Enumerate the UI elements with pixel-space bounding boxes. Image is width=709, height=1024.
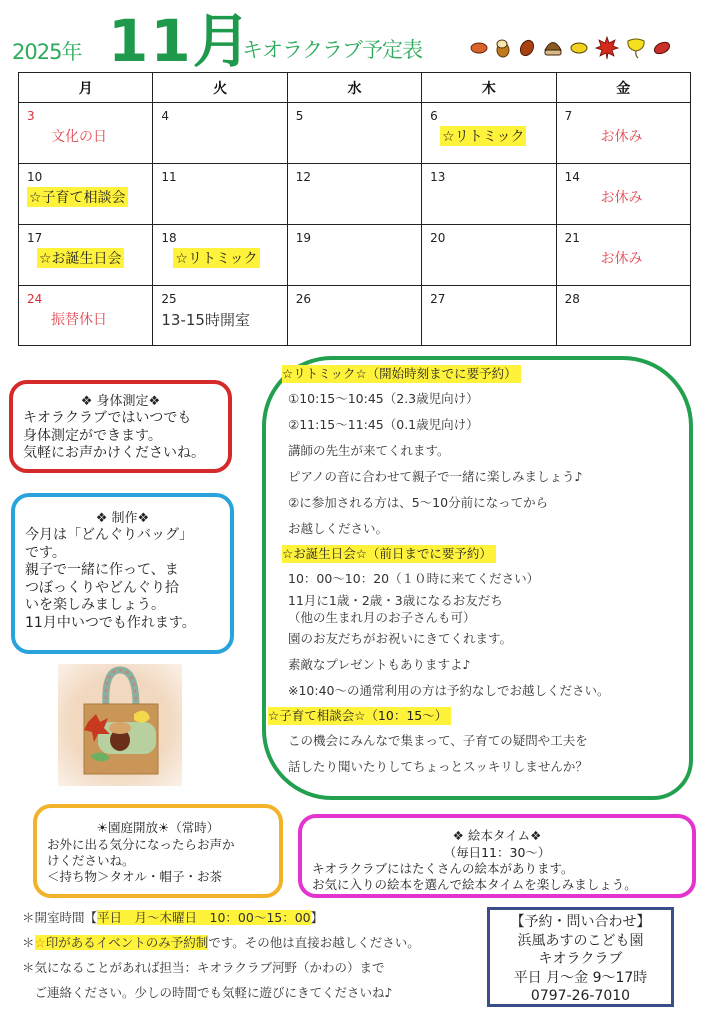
day-number: 21 <box>564 231 580 245</box>
day-cell <box>287 103 421 164</box>
note-contact-2: ご連絡ください。少しの時間でも気軽に遊びにきてくださいね♪ <box>22 985 393 1000</box>
craft-line: 今月は「どんぐりバッグ」 <box>25 527 193 543</box>
note-reserve-highlight: 印があるイベントのみ予約制 <box>45 935 209 950</box>
contact-box <box>487 907 674 1007</box>
note-hours-value: 平日 月～木曜日 10：00～15：00 <box>97 910 311 925</box>
consult-line: この機会にみんなで集まって、子育ての疑問や工夫を <box>288 733 588 748</box>
note-hours-suffix: 】 <box>310 910 324 925</box>
day-cell <box>153 225 287 286</box>
day-number: 3 <box>27 109 35 123</box>
ginkgo-leaf-icon <box>626 37 646 59</box>
weekday-header-row <box>19 73 691 103</box>
garden-line: ＜持ち物＞タオル・帽子・お茶 <box>47 869 223 884</box>
craft-line: いを楽しみましょう。 <box>25 597 165 613</box>
note-hours <box>22 905 492 930</box>
craft-title: ❖ 制作❖ <box>95 511 150 526</box>
day-cell <box>422 286 556 346</box>
weekday-fri: 金 <box>556 73 690 103</box>
note-contact-1: ＊気になることがあれば担当：キオラクラブ河野（かわの）まで <box>22 960 385 975</box>
leaf-icon <box>653 41 671 55</box>
craft-line: 親子で一緒に作って、ま <box>25 562 179 578</box>
acorn-bag-illustration <box>58 664 182 786</box>
event-label: 13-15時開室 <box>161 311 250 329</box>
measure-line: 身体測定ができます。 <box>23 427 162 444</box>
garden-box <box>33 804 283 898</box>
events-box <box>262 356 693 800</box>
note-reserve-prefix: ＊ <box>22 935 35 950</box>
garden-title: ☀園庭開放☀（常時） <box>96 820 220 835</box>
measure-line: キオラクラブではいつでも <box>23 410 192 426</box>
picture-book-box <box>298 814 696 898</box>
day-cell <box>19 103 153 164</box>
event-label: ☆リトミック <box>440 126 526 146</box>
craft-box <box>11 493 234 654</box>
birthday-line: （他の生まれ月のお子さんも可） <box>288 610 476 625</box>
leaf-icon <box>470 42 488 54</box>
birthday-line: 素敵なプレゼントもありますよ♪ <box>288 657 471 672</box>
day-number: 12 <box>295 170 312 184</box>
day-number: 14 <box>564 170 580 184</box>
day-number: 19 <box>295 231 312 245</box>
rhythmic-section <box>282 362 689 386</box>
day-number: 24 <box>27 292 43 306</box>
day-number: 20 <box>430 231 446 245</box>
day-number: 27 <box>430 292 446 306</box>
note-hours-prefix: ＊開室時間【 <box>22 910 98 925</box>
craft-line: つぼっくりやどんぐり拾 <box>25 579 179 596</box>
chestnut-icon <box>543 39 563 57</box>
book-line: （毎日11：30～） <box>443 845 551 860</box>
header-subtitle: キオラクラブ予定表 <box>242 38 422 62</box>
day-cell <box>556 225 690 286</box>
contact-hours: 平日 月～金 9～17時 <box>513 969 648 986</box>
calendar-week <box>19 164 691 225</box>
weekday-thu: 木 <box>422 73 556 103</box>
birthday-heading: ☆お誕生日会☆（前日までに要予約） <box>282 545 496 563</box>
contact-title: 【予約・問い合わせ】 <box>510 914 651 930</box>
day-number: 26 <box>295 292 312 306</box>
rhythmic-heading: ☆リトミック☆（開始時刻までに要予約） <box>282 365 521 383</box>
day-cell <box>153 164 287 225</box>
birthday-section <box>282 542 689 566</box>
book-title: ❖ 絵本タイム❖ <box>452 828 542 843</box>
note-reservation <box>22 930 492 955</box>
birthday-line: 園のお友だちがお祝いにきてくれます。 <box>288 631 513 646</box>
consult-heading: ☆子育て相談会☆（10：15～） <box>268 707 451 725</box>
header-month: 11月 <box>108 7 253 75</box>
calendar-week <box>19 103 691 164</box>
weekday-tue: 火 <box>153 73 287 103</box>
consult-line: 話したり聞いたりしてちょっとスッキリしませんか？ <box>288 759 588 774</box>
book-line: キオラクラブにはたくさんの絵本があります。 <box>312 861 574 876</box>
holiday-label: 振替休日 <box>51 312 107 328</box>
day-cell <box>556 164 690 225</box>
maple-leaf-icon <box>595 36 619 60</box>
footer-notes <box>22 905 492 1005</box>
day-number: 10 <box>27 170 43 184</box>
weekday-mon: 月 <box>19 73 153 103</box>
measure-title: ❖ 身体測定❖ <box>80 394 161 409</box>
event-label: ☆子育て相談会 <box>27 187 128 207</box>
day-number: 18 <box>161 231 177 245</box>
day-cell <box>19 286 153 346</box>
measure-box <box>9 380 232 473</box>
day-cell <box>422 164 556 225</box>
autumn-decorations <box>470 36 671 60</box>
event-label: ☆リトミック <box>173 248 259 268</box>
calendar-table <box>18 72 691 346</box>
day-number: 6 <box>430 109 438 123</box>
rhythmic-line: ①10:15～10:45（2.3歳児向け） <box>288 391 479 406</box>
page-header <box>12 7 702 75</box>
day-number: 5 <box>295 109 304 123</box>
header-year: 2025年 <box>12 40 82 64</box>
acorn-icon <box>495 38 511 58</box>
craft-line: 11月中いつでも作れます。 <box>25 614 196 631</box>
day-cell <box>153 103 287 164</box>
weekday-wed: 水 <box>287 73 421 103</box>
day-number: 17 <box>27 231 43 245</box>
calendar-week <box>19 286 691 346</box>
leaf-icon <box>570 42 588 54</box>
rhythmic-line: ピアノの音に合わせて親子で一緒に楽しみましょう♪ <box>288 469 583 484</box>
event-label: ☆お誕生日会 <box>37 248 124 268</box>
day-cell <box>556 286 690 346</box>
closed-label: お休み <box>600 251 643 267</box>
closed-label: お休み <box>600 129 643 145</box>
rhythmic-line: お越しください。 <box>288 521 389 536</box>
day-cell <box>19 164 153 225</box>
day-number: 28 <box>564 292 580 306</box>
acorn-bag-photo <box>58 664 182 786</box>
contact-club: キオラクラブ <box>538 951 623 967</box>
garden-line: お外に出る気分になったらお声か <box>47 837 235 852</box>
contact-phone: 0797-26-7010 <box>530 988 631 1004</box>
book-line: お気に入りの絵本を選んで絵本タイムを楽しみましょう。 <box>312 877 637 892</box>
day-cell <box>19 225 153 286</box>
closed-label: お休み <box>600 190 643 206</box>
day-cell <box>287 164 421 225</box>
leaf-icon <box>518 39 536 57</box>
measure-line: 気軽にお声かけくださいね。 <box>23 445 205 461</box>
birthday-line: 11月に1歳・2歳・3歳になるお友だち <box>288 593 503 608</box>
calendar-week <box>19 225 691 286</box>
day-number: 11 <box>161 170 177 184</box>
holiday-label: 文化の日 <box>51 129 107 145</box>
rhythmic-line: ②に参加される方は、5～10分前になってから <box>288 495 549 510</box>
day-cell <box>556 103 690 164</box>
note-reserve-suffix: です。その他は直接お越しください。 <box>208 935 420 950</box>
day-number: 7 <box>564 109 573 123</box>
craft-line: です。 <box>25 544 66 561</box>
consult-section <box>268 704 689 728</box>
day-cell <box>422 225 556 286</box>
day-cell <box>287 286 421 346</box>
birthday-line: ※10:40～の通常利用の方は予約なしでお越しください。 <box>288 683 610 698</box>
birthday-line: 10：00～10：20（１０時に来てください） <box>288 571 540 586</box>
star-icon: ☆ <box>34 935 46 950</box>
contact-org: 浜風あすのこども園 <box>517 932 644 949</box>
day-number: 4 <box>161 109 170 123</box>
day-number: 25 <box>161 292 177 306</box>
rhythmic-line: ②11:15～11:45（0.1歳児向け） <box>288 417 479 432</box>
garden-line: けくださいね。 <box>47 853 135 868</box>
day-number: 13 <box>430 170 446 184</box>
day-cell <box>422 103 556 164</box>
day-cell <box>153 286 287 346</box>
rhythmic-line: 講師の先生が来てくれます。 <box>288 443 450 458</box>
day-cell <box>287 225 421 286</box>
